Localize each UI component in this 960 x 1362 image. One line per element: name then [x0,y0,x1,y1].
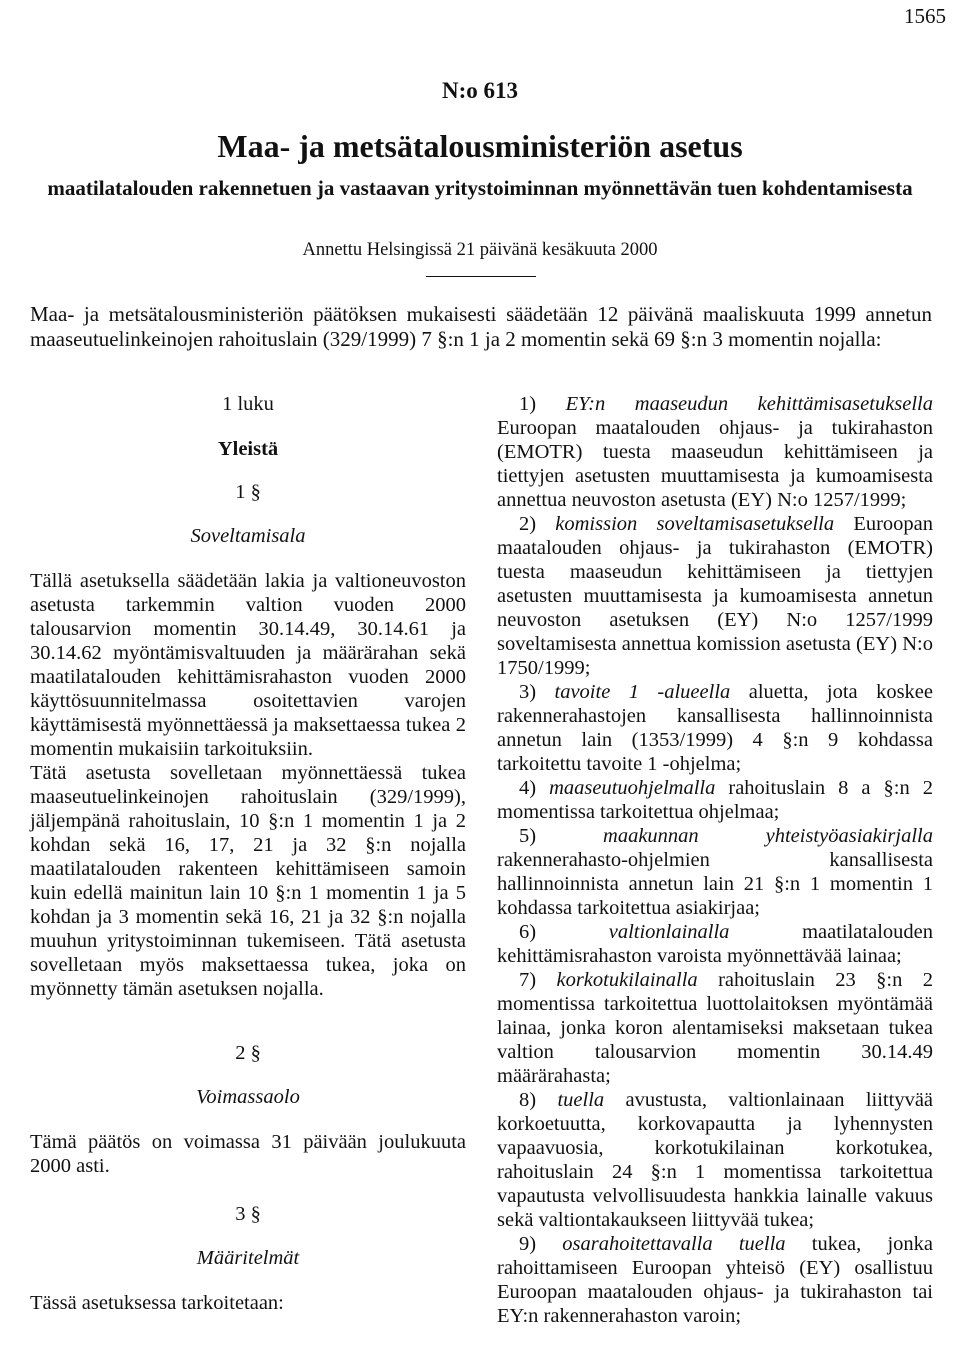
definition-6 [497,920,933,968]
definition-5-term: maakunnan yhteistyöasiakirjalla [603,825,933,847]
section-1-title: Soveltamisala [190,525,306,547]
definition-9-number: 9) [519,1233,537,1255]
definition-2 [497,512,933,680]
section-2-number: 2 § [235,1042,261,1064]
definition-2-number: 2) [519,513,537,535]
statute-number: N:o 613 [441,78,519,103]
section-2-title: Voimassaolo [196,1086,300,1108]
left-column [30,392,466,1315]
definition-7-term: korkotukilainalla [556,969,698,991]
definition-9-text: tukea, jonka rahoittamiseen Euroopan yhteisö (EY) osallistuu Euroopan maatalouden ohjaus- ja tukirahaston tai EY:n rakennerahaston varoin; [497,1233,934,1327]
definition-4-term: maaseutuohjelmalla [549,777,716,799]
title-divider [426,276,536,277]
definition-6-number: 6) [519,921,537,943]
definition-8-number: 8) [519,1089,537,1111]
section-1-paragraph-2: Tätä asetusta sovelletaan myönnettäessä tukea maaseutuelinkeinojen rahoituslain (329/1999), jäljempänä rahoituslain, 10 §:n 1 momentin 1 ja 2 kohdan sekä 16, 17, 21 ja 32 §:n nojalla maatilatalouden rakenteen kehittämiseen samoin kuin edellä mainitun lain 10 §:n 1 momentin 1 ja 5 kohdan ja 3 momentin sekä 16, 21 ja 32 §:n nojalla muuhun yritystoiminnan tukemiseen. Tätä asetusta sovelletaan myös maksettaessa tukea, joka on myönnetty tämän asetuksen nojalla. [30,762,466,1000]
section-3-title: Määritelmät [196,1247,300,1269]
preamble: Maa- ja metsätalousministeriön päätöksen mukaisesti säädetään 12 päivänä maaliskuuta 1999 annetun maaseutuelinkeinojen rahoituslain (329/1999) 7 §:n 1 ja 2 momentin sekä 69 §:n 3 momentin nojalla: [30,302,932,351]
given-date: Annettu Helsingissä 21 päivänä kesäkuuta 2000 [302,240,658,260]
definition-3-text: aluetta, jota koskee rakennerahastojen kansallisesta hallinnoinnista annetun lain (1353/1999) 4 §:n 9 kohdassa tarkoitettu tavoite 1 -ohjelma; [497,681,934,775]
definition-2-term: komission soveltamisasetuksella [555,513,835,535]
definition-8 [497,1088,933,1232]
definition-1-number: 1) [519,393,537,415]
definition-3-number: 3) [519,681,537,703]
definition-5-number: 5) [519,825,537,847]
definition-3-term: tavoite 1 -alueella [554,681,731,703]
definition-5-text: rakennerahasto-ohjelmien kansallisesta hallinnoinnista annetun lain 21 §:n 1 momentin 1 kohdassa tarkoitettua asiakirjaa; [497,849,933,919]
definition-5 [497,824,933,920]
document-title: Maa- ja metsätalousministeriön asetus [217,128,743,164]
definition-6-text: maatilatalouden kehittämisrahaston varoista myönnettävää lainaa; [497,921,933,967]
definition-9 [497,1232,933,1328]
definition-4 [497,776,933,824]
definition-6-term: valtionlainalla [608,921,730,943]
document-subtitle: maatilatalouden rakennetuen ja vastaavan yritystoiminnan myönnettävän tuen kohdentamisesta [47,176,913,200]
page-number: 1565 [904,4,946,28]
chapter-number: 1 luku [222,393,274,415]
definition-7-text: rahoituslain 23 §:n 2 momentissa tarkoitettua luottolaitoksen myöntämää lainaa, jonka koron alentamiseksi maksetaan tukea valtion talousarvion momentin 30.14.49 määrärahasta; [497,969,934,1087]
chapter-title: Yleistä [217,438,279,460]
definition-1-text: Euroopan maatalouden ohjaus- ja tukirahaston (EMOTR) tuesta maaseudun kehittämiseen ja tiettyjen asetusten muuttamisesta ja kumoamisesta annettua neuvoston asetusta (EY) N:o 1257/1999; [497,417,933,511]
section-2-paragraph-1: Tämä päätös on voimassa 31 päivään joulukuuta 2000 asti. [30,1131,466,1177]
definition-1 [497,392,933,512]
section-1-number: 1 § [235,481,261,503]
definition-4-number: 4) [519,777,537,799]
definition-4-text: rahoituslain 8 a §:n 2 momentissa tarkoitettua ohjelmaa; [497,777,933,823]
definition-8-text: avustusta, valtionlainaan liittyvää korkoetuutta, korkovapautta ja lyhennysten vapaavuosia, korkotukilainan korkotukea, rahoituslain 24 §:n 1 momentissa tarkoitettua vapautusta velvollisuudesta hankkia lainalle vakuus sekä valtiontakaukseen liittyvää tukea; [497,1089,934,1231]
definition-9-term: osarahoitettavalla tuella [562,1233,786,1255]
section-3-number: 3 § [235,1203,261,1225]
section-1-paragraph-1: Tällä asetuksella säädetään lakia ja valtioneuvoston asetusta tarkemmin valtion vuoden 2000 talousarvion momentin 30.14.49, 30.14.61 ja 30.14.62 myöntämisvaltuuden ja määrärahan sekä maatilatalouden kehittämisrahaston vuoden 2000 käyttösuunnitelmassa osoitettavien varojen käyttämisestä myönnettäessä ja maksettaessa tukea 2 momentin mukaisiin tarkoituksiin. [30,570,466,760]
definition-7 [497,968,933,1088]
definition-7-number: 7) [519,969,537,991]
right-column [497,392,933,1328]
definition-8-term: tuella [557,1089,605,1111]
definition-2-text: Euroopan maatalouden ohjaus- ja tukirahaston (EMOTR) tuesta maaseudun kehittämiseen ja tiettyjen asetusten muuttamisesta ja kumoamisesta annetun neuvoston asetuksen (EY) N:o 1257/1999 soveltamisesta annettua komission asetusta (EY) N:o 1750/1999; [497,513,934,679]
definition-1-term: EY:n maaseudun kehittämisasetuksella [565,393,934,415]
definition-3 [497,680,933,776]
section-3-paragraph-1: Tässä asetuksessa tarkoitetaan: [30,1292,284,1314]
